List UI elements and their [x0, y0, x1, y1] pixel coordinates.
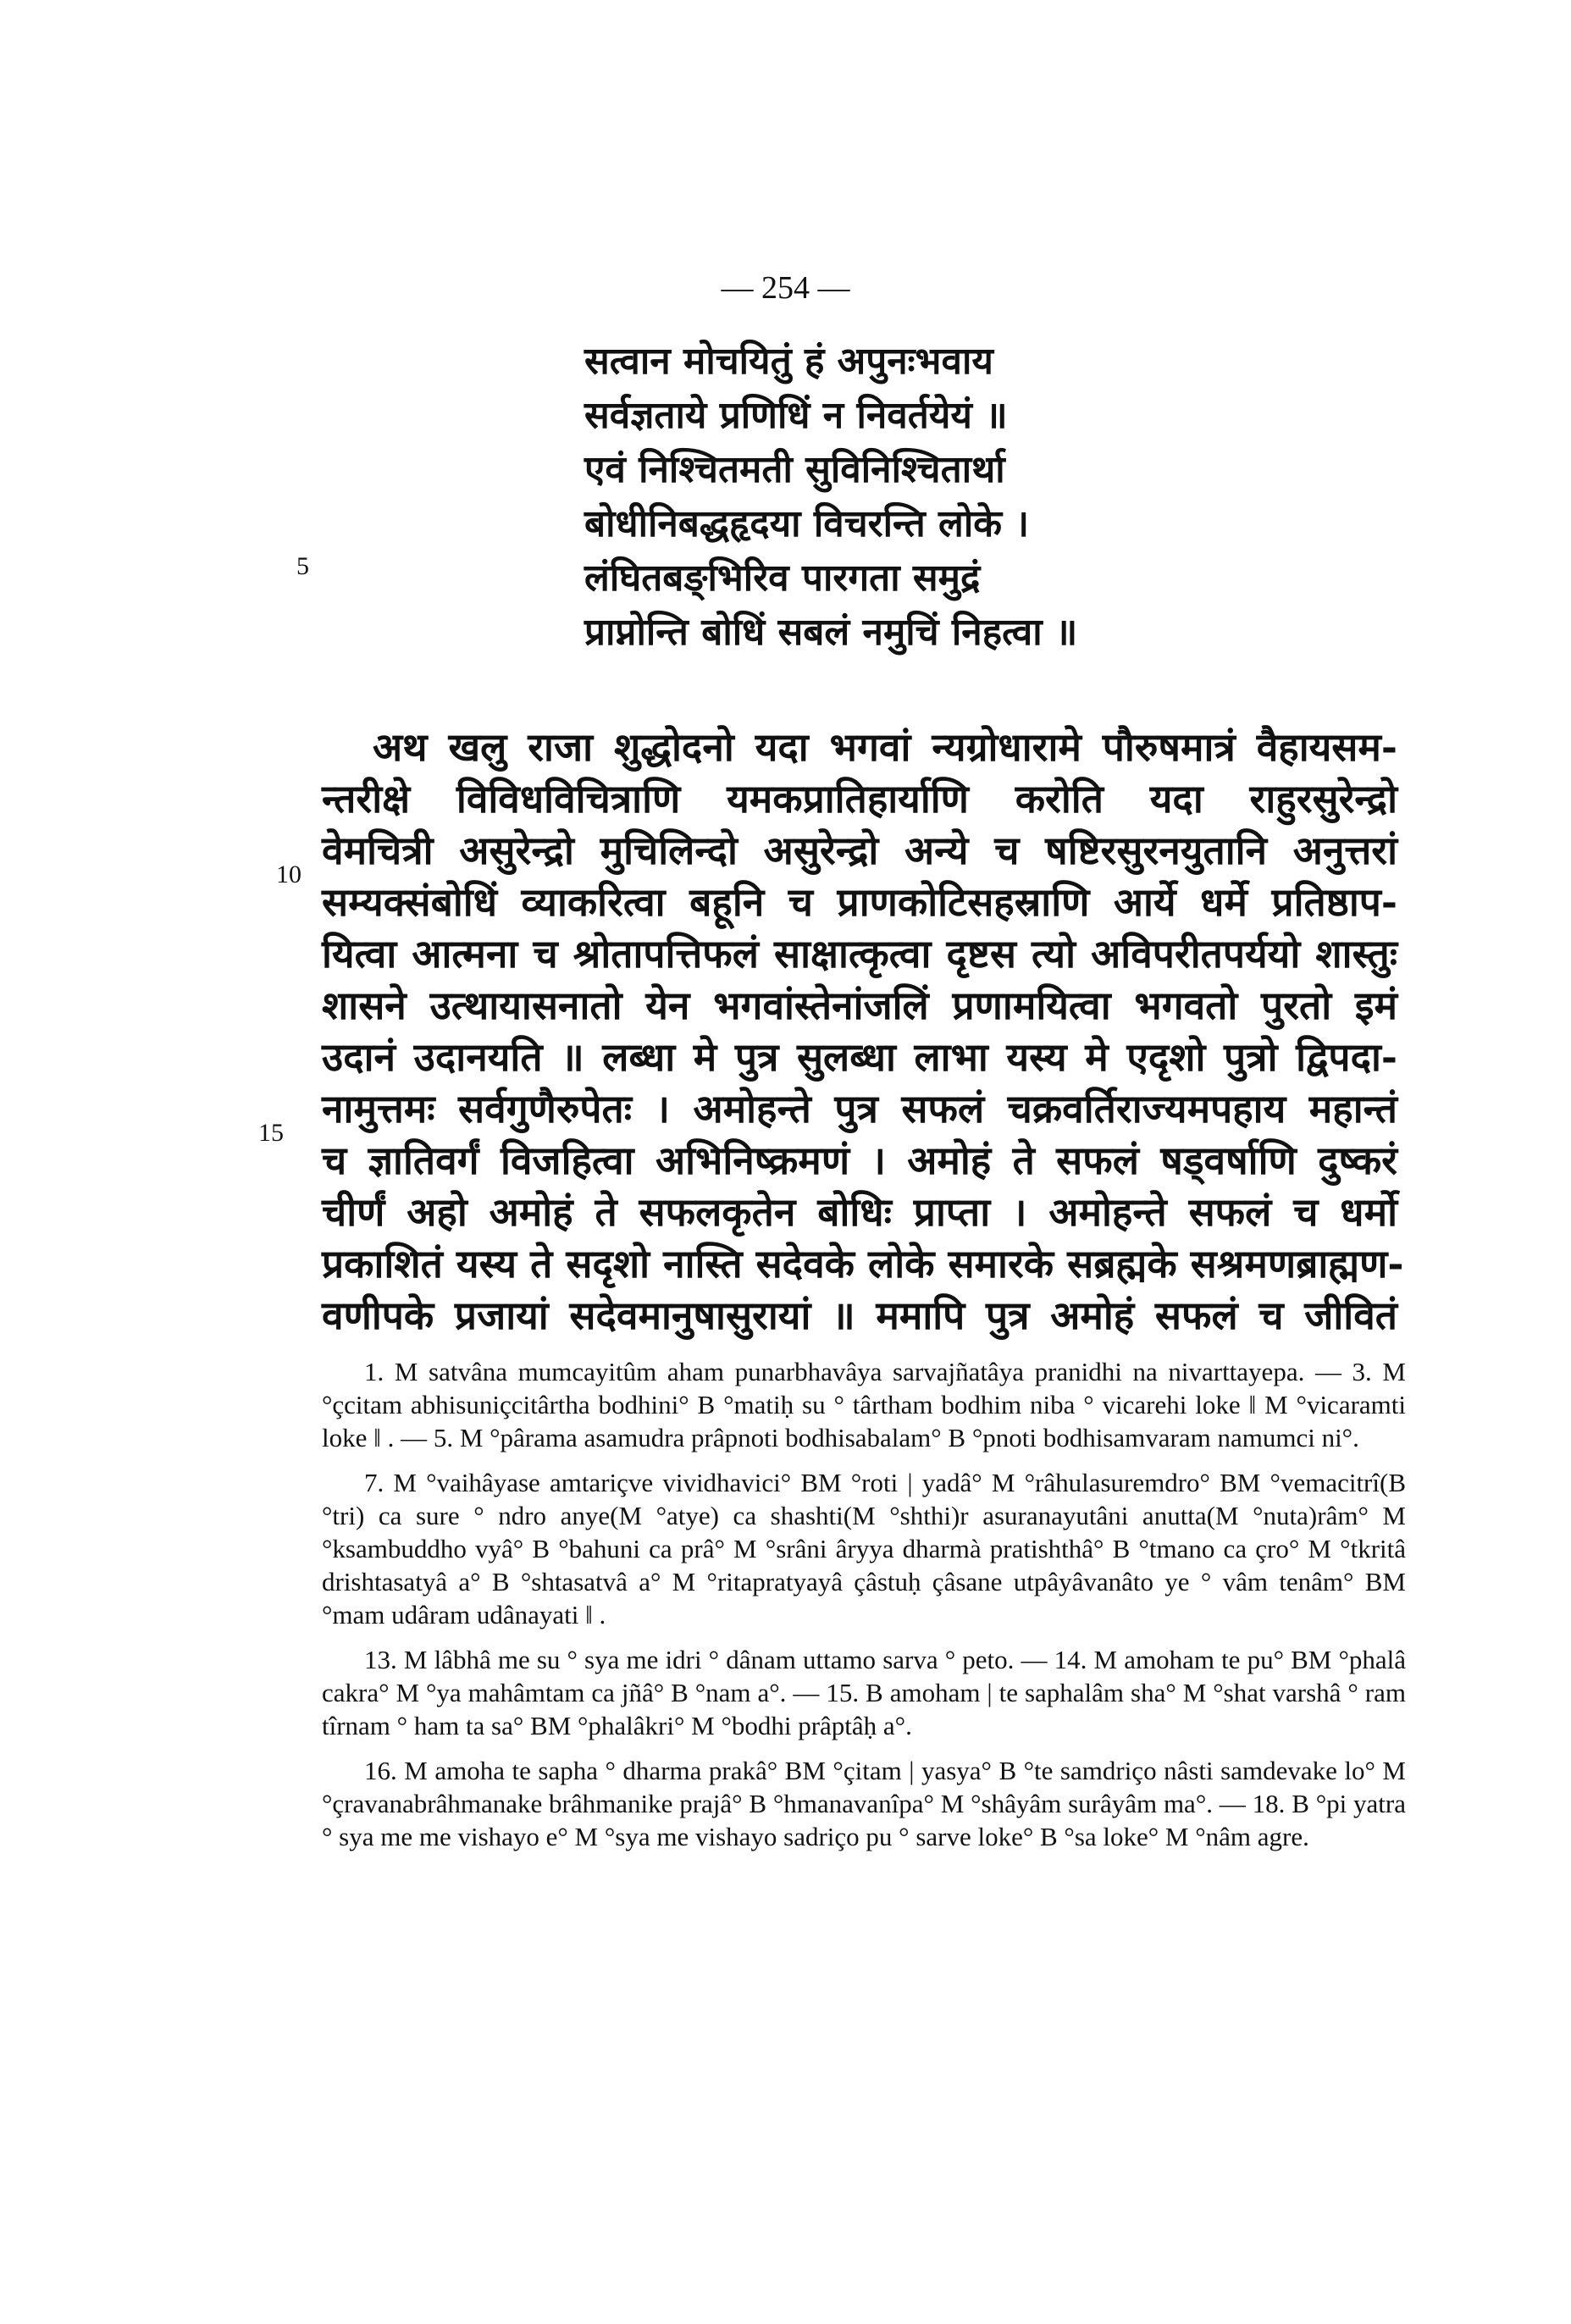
verse-line: प्राप्नोन्ति बोधिं सबलं नमुचिं निहत्वा ॥: [584, 611, 1078, 654]
footnote: 13. M lâbhâ me su ° sya me idri ° dânam uttamo sarva ° peto. — 14. M amoham te pu° BM °phalâ cakra° M °ya mahâmtam ca jñâ° B °nam a°. — 15. B amoham | te saphalâm sha° M °shat varshâ ° ram tîrnam ° ham ta sa° BM °phalâkri° M °bodhi prâptâḥ a°.: [322, 1645, 1406, 1740]
footnote: 1. M satvâna mumcayitûm aham punarbhavâya sarvajñatâya pranidhi na nivarttayepa. — 3. M °çcitam abhisuniçcitârtha bodhini° B °matiḥ su ° târtham bodhim niba ° vicarehi loke ‖ M °vicaramti loke ‖ . — 5. M °pârama asamudra prâpnoti bodhisabalam° B °pnoti bodhisamvaram namumci ni°.: [322, 1357, 1406, 1452]
prose-line: उदानं उदानयति ॥ लब्धा मे पुत्र सुलब्धा लाभा यस्य मे एदृशो पुत्रो द्विपदा-: [322, 1034, 1397, 1080]
prose-line: वेमचित्री असुरेन्द्रो मुचिलिन्दो असुरेन्द्रो अन्ये च षष्टिरसुरनयुतानि अनुत्तरां: [322, 827, 1397, 873]
prose-line: न्तरीक्षे विविधविचित्राणि यमकप्रातिहार्याणि करोति यदा राहुरसुरेन्द्रो: [322, 776, 1397, 822]
prose-line: प्रकाशितं यस्य ते सदृशो नास्ति सदेवके लोके समारके सब्रह्मके सश्रमणब्राह्मण-: [322, 1241, 1404, 1286]
prose-line: यित्वा आत्मना च श्रोतापत्तिफलं साक्षात्कृत्वा दृष्टस त्यो अविपरीतपर्ययो शास्तुः: [322, 931, 1397, 977]
line-number: 10: [276, 860, 301, 888]
footnote: 7. M °vaihâyase amtariçve vividhavici° BM °roti | yadâ° M °râhulasuremdro° BM °vemacitrî(B °tri) ca sure ° ndro anye(M °atye) ca shashti(M °shthi)r asuranayutâni anutta(M °nuta)râm° M °ksambuddho vyâ° B °bahuni ca prâ° M °srâni âryya dharmà pratishthâ° B °tmano ca çro° M °tkritâ drishtasatyâ a° B °shtasatvâ a° M °ritapratyayâ çâstuḥ çâsane utpâyâvanâto ye ° vâm tenâm° BM °mam udâram udânayati ‖ .: [322, 1468, 1406, 1630]
verse-line: सत्वान मोचयितुं हं अपुनःभवाय: [584, 340, 993, 383]
verse-line: एवं निश्चितमती सुविनिश्चितार्था: [584, 448, 1005, 491]
page-number: — 254 —: [721, 270, 850, 306]
footnotes: [322, 1355, 1406, 1865]
prose-paragraph: [322, 722, 1404, 1342]
footnote: 16. M amoha te sapha ° dharma prakâ° BM °çitam | yasya° B °te samdriço nâsti samdevake lo° M °çravanabrâhmanake brâhmanike prajâ° B °hmanavanîpa° M °shâyâm surâyâm ma°. — 18. B °pi yatra ° sya me me vishayo e° M °sya me vishayo sadriço pu ° sarve loke° B °sa loke° M °nâm agre.: [322, 1756, 1406, 1851]
verse-line: सर्वज्ञताये प्रणिधिं न निवर्तयेयं ॥: [584, 394, 1008, 437]
prose-line: अथ खलु राजा शुद्धोदनो यदा भगवां न्यग्रोधारामे पौरुषमात्रं वैहायसम-: [373, 724, 1397, 770]
prose-line: नामुत्तमः सर्वगुणैरुपेतः । अमोहन्ते पुत्र सफलं चक्रवर्तिराज्यमपहाय महान्तं: [322, 1086, 1397, 1132]
prose-line: शासने उत्थायासनातो येन भगवांस्तेनांजलिं प्रणामयित्वा भगवतो पुरतो इमं: [322, 982, 1397, 1028]
line-number: 15: [258, 1119, 284, 1147]
prose-line: च ज्ञातिवर्गं विजहित्वा अभिनिष्क्रमणं । अमोहं ते सफलं षड्वर्षाणि दुष्करं: [322, 1137, 1397, 1183]
prose-line: वणीपके प्रजायां सदेवमानुषासुरायां ॥ ममापि पुत्र अमोहं सफलं च जीवितं: [322, 1292, 1397, 1338]
verse-line: बोधीनिबद्धहृदया विचरन्ति लोके ।: [584, 502, 1030, 545]
prose-line: सम्यक्संबोधिं व्याकरित्वा बहूनि च प्राणकोटिसहस्राणि आर्ये धर्मे प्रतिष्ठाप-: [322, 879, 1397, 925]
prose-line: चीर्णं अहो अमोहं ते सफलकृतेन बोधिः प्राप्ता । अमोहन्ते सफलं च धर्मो: [322, 1189, 1397, 1235]
line-number: 5: [296, 552, 309, 580]
verse-line: लंघितबङ्भिरिव पारगता समुद्रं: [584, 556, 981, 600]
